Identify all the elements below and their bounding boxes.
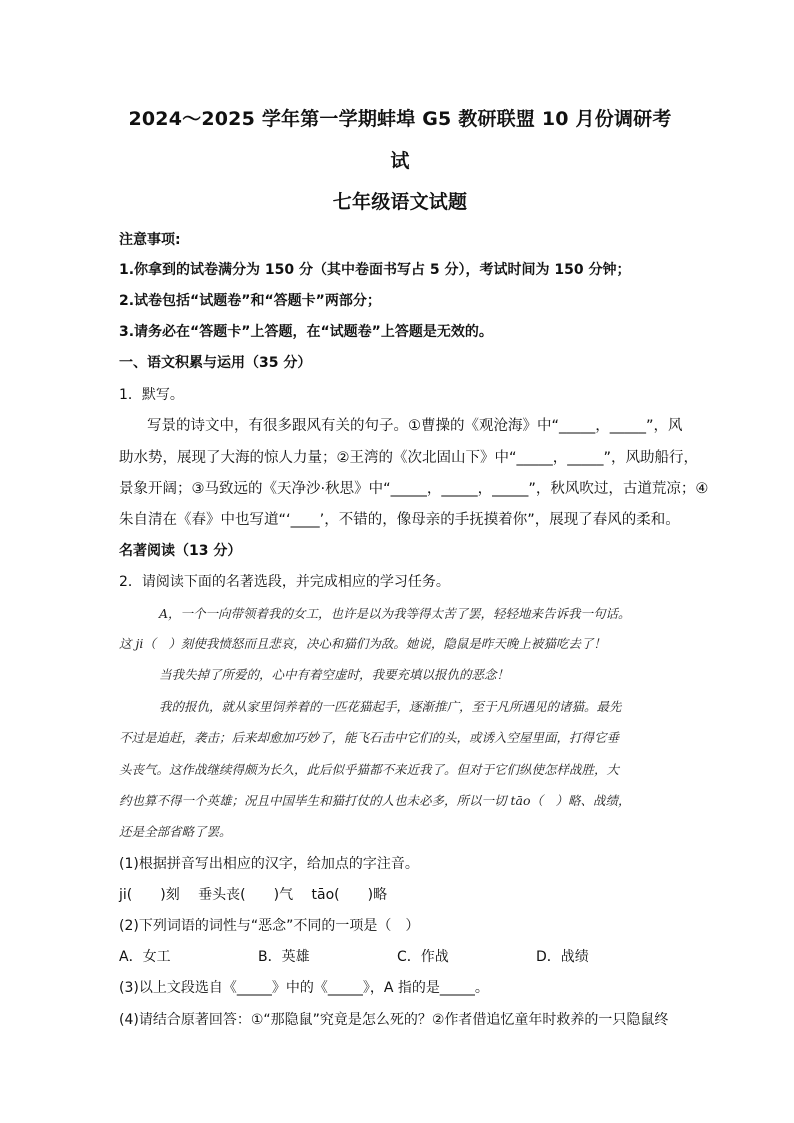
sub-question-4: (4)请结合原著回答：①“那隐鼠”究竟是怎么死的？②作者借追忆童年时救养的一只隐鼠终 <box>119 1012 669 1028</box>
exam-subtitle: 七年级语文试题 <box>332 191 468 213</box>
option-c: C．作战 <box>397 949 449 965</box>
notice-item: 1.你拿到的试卷满分为 150 分（其中卷面书写占 5 分），考试时间为 150 分钟； <box>119 262 631 278</box>
sub-question-3: (3)以上文段选自《_____》中的《_____》，A 指的是_____。 <box>119 980 489 996</box>
option-b: B．英雄 <box>258 949 310 965</box>
notice-heading: 注意事项: <box>119 232 181 248</box>
section1-heading: 一、语文积累与运用（35 分） <box>119 355 312 371</box>
passage-line: 这 ji（ ）刻使我愤怒而且悲哀，决心和猫们为敌。她说，隐鼠是昨天晚上被猫吃去了！ <box>119 636 606 651</box>
question-1-text-line: 写景的诗文中，有很多跟风有关的句子。①曹操的《观沧海》中“_____，_____”，风 <box>147 418 683 434</box>
passage-line: 还是全部省略了罢。 <box>119 824 232 839</box>
sub-question-1: (1)根据拼音写出相应的汉字，给加点的字注音。 <box>119 856 419 872</box>
option-d: D．战绩 <box>536 949 589 965</box>
sub-question-2: (2)下列词语的词性与“恶念”不同的一项是（ ） <box>119 918 420 934</box>
notice-item: 2.试卷包括“试题卷”和“答题卡”两部分； <box>119 293 381 309</box>
passage-line: 我的报仇，就从家里饲养着的一匹花猫起手，逐渐推广，至于凡所遇见的诸猫。最先 <box>159 699 622 714</box>
passage-line: 当我失掉了所爱的，心中有着空虚时，我要充填以报仇的恶念！ <box>159 667 510 682</box>
question-1-text-line: 朱自清在《春》中也写道“‘____’，不错的，像母亲的手抚摸着你”，展现了春风的柔和。 <box>119 512 680 528</box>
passage-line: A，一个一向带领着我的女工，也许是以为我等得太苦了罢，轻轻地来告诉我一句话。 <box>159 606 631 621</box>
passage-line: 不过是追赶，袭击；后来却愈加巧妙了，能飞石击中它们的头，或诱入空屋里面，打得它垂 <box>119 730 620 745</box>
question-2-label: 2．请阅读下面的名著选段，并完成相应的学习任务。 <box>119 574 450 590</box>
question-1-text-line: 景象开阔；③马致远的《天净沙·秋思》中“_____，_____，_____”，秋风吹过，古道荒凉；④ <box>119 481 709 497</box>
passage-line: 约也算不得一个英雄；况且中国毕生和猫打仗的人也未必多，所以一切 tāo（ ）略、战绩， <box>119 793 631 808</box>
passage-line: 头丧气。这作战继续得颇为长久，此后似乎猫都不来近我了。但对于它们纵使怎样战胜，大 <box>119 762 620 777</box>
reading-heading: 名著阅读（13 分） <box>119 543 242 559</box>
notice-item: 3.请务必在“答题卡”上答题，在“试题卷”上答题是无效的。 <box>119 324 493 340</box>
option-a: A．女工 <box>119 949 171 965</box>
exam-title-line2: 试 <box>390 150 410 172</box>
question-1-text-line: 助水势，展现了大海的惊人力量；②王湾的《次北固山下》中“_____，_____”，风助船行， <box>119 450 699 466</box>
sub-question-1-blanks: ji( )刻 垂头丧( )气 tāo( )略 <box>119 887 388 903</box>
exam-title-line1: 2024～2025 学年第一学期蚌埠 G5 教研联盟 10 月份调研考 <box>128 108 672 130</box>
question-1-label: 1．默写。 <box>119 387 184 403</box>
